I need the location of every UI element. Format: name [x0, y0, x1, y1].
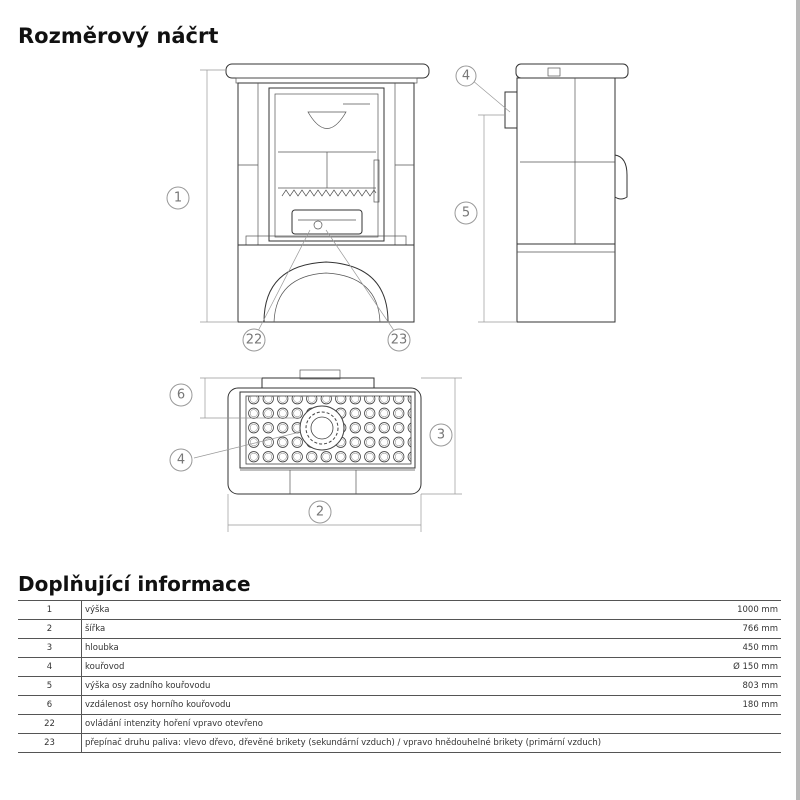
- svg-text:4: 4: [176, 452, 186, 468]
- svg-text:1: 1: [173, 190, 183, 206]
- row-label: výška: [82, 601, 656, 620]
- row-number: 23: [18, 734, 82, 753]
- row-value: [655, 734, 781, 753]
- svg-text:23: 23: [390, 332, 408, 348]
- row-number: 2: [18, 620, 82, 639]
- row-value: [655, 715, 781, 734]
- top-view: [228, 370, 421, 494]
- svg-text:4: 4: [461, 68, 471, 84]
- row-number: 6: [18, 696, 82, 715]
- callout-22: [243, 329, 265, 351]
- svg-text:5: 5: [461, 205, 471, 221]
- dimension-height: [200, 70, 238, 322]
- callout-6: [170, 384, 192, 406]
- callout-3: [430, 424, 452, 446]
- row-value: Ø 150 mm: [655, 658, 781, 677]
- row-value: 450 mm: [655, 639, 781, 658]
- row-number: 5: [18, 677, 82, 696]
- leader-23: [326, 230, 397, 335]
- row-value: 803 mm: [655, 677, 781, 696]
- table-row: [18, 658, 781, 677]
- callout-2: [309, 501, 331, 523]
- row-value: 180 mm: [655, 696, 781, 715]
- callout-1: [167, 187, 189, 209]
- svg-text:2: 2: [315, 504, 325, 520]
- front-view: [226, 64, 429, 322]
- row-value: 1000 mm: [655, 601, 781, 620]
- table-row: [18, 734, 781, 753]
- callout-4-top: [170, 449, 192, 471]
- callout-23: [388, 329, 410, 351]
- row-label: výška osy zadního kouřovodu: [82, 677, 656, 696]
- row-number: 3: [18, 639, 82, 658]
- row-label: šířka: [82, 620, 656, 639]
- svg-text:6: 6: [176, 387, 186, 403]
- section-title-info: Doplňující informace: [18, 572, 251, 596]
- svg-text:22: 22: [245, 332, 263, 348]
- row-value: 766 mm: [655, 620, 781, 639]
- table-row: [18, 677, 781, 696]
- info-table: [18, 600, 781, 753]
- svg-text:3: 3: [436, 427, 446, 443]
- table-row: [18, 639, 781, 658]
- row-label: ovládání intenzity hoření vpravo otevřeno: [82, 715, 656, 734]
- row-number: 1: [18, 601, 82, 620]
- row-label: vzdálenost osy horního kouřovodu: [82, 696, 656, 715]
- row-label: hloubka: [82, 639, 656, 658]
- row-number: 22: [18, 715, 82, 734]
- row-label: kouřovod: [82, 658, 656, 677]
- table-row: [18, 620, 781, 639]
- table-row: [18, 696, 781, 715]
- row-number: 4: [18, 658, 82, 677]
- table-row: [18, 715, 781, 734]
- side-view: [505, 64, 628, 322]
- callout-4-side: [456, 66, 476, 86]
- callout-5: [455, 202, 477, 224]
- table-row: [18, 601, 781, 620]
- section-title-sketch: Rozměrový náčrt: [18, 24, 219, 48]
- leader-22: [256, 230, 310, 335]
- dimension-rear-flue: [472, 80, 517, 322]
- row-label: přepínač druhu paliva: vlevo dřevo, dřevěné brikety (sekundární vzduch) / vpravo hnědouhelné brikety (primární vzduch): [82, 734, 656, 753]
